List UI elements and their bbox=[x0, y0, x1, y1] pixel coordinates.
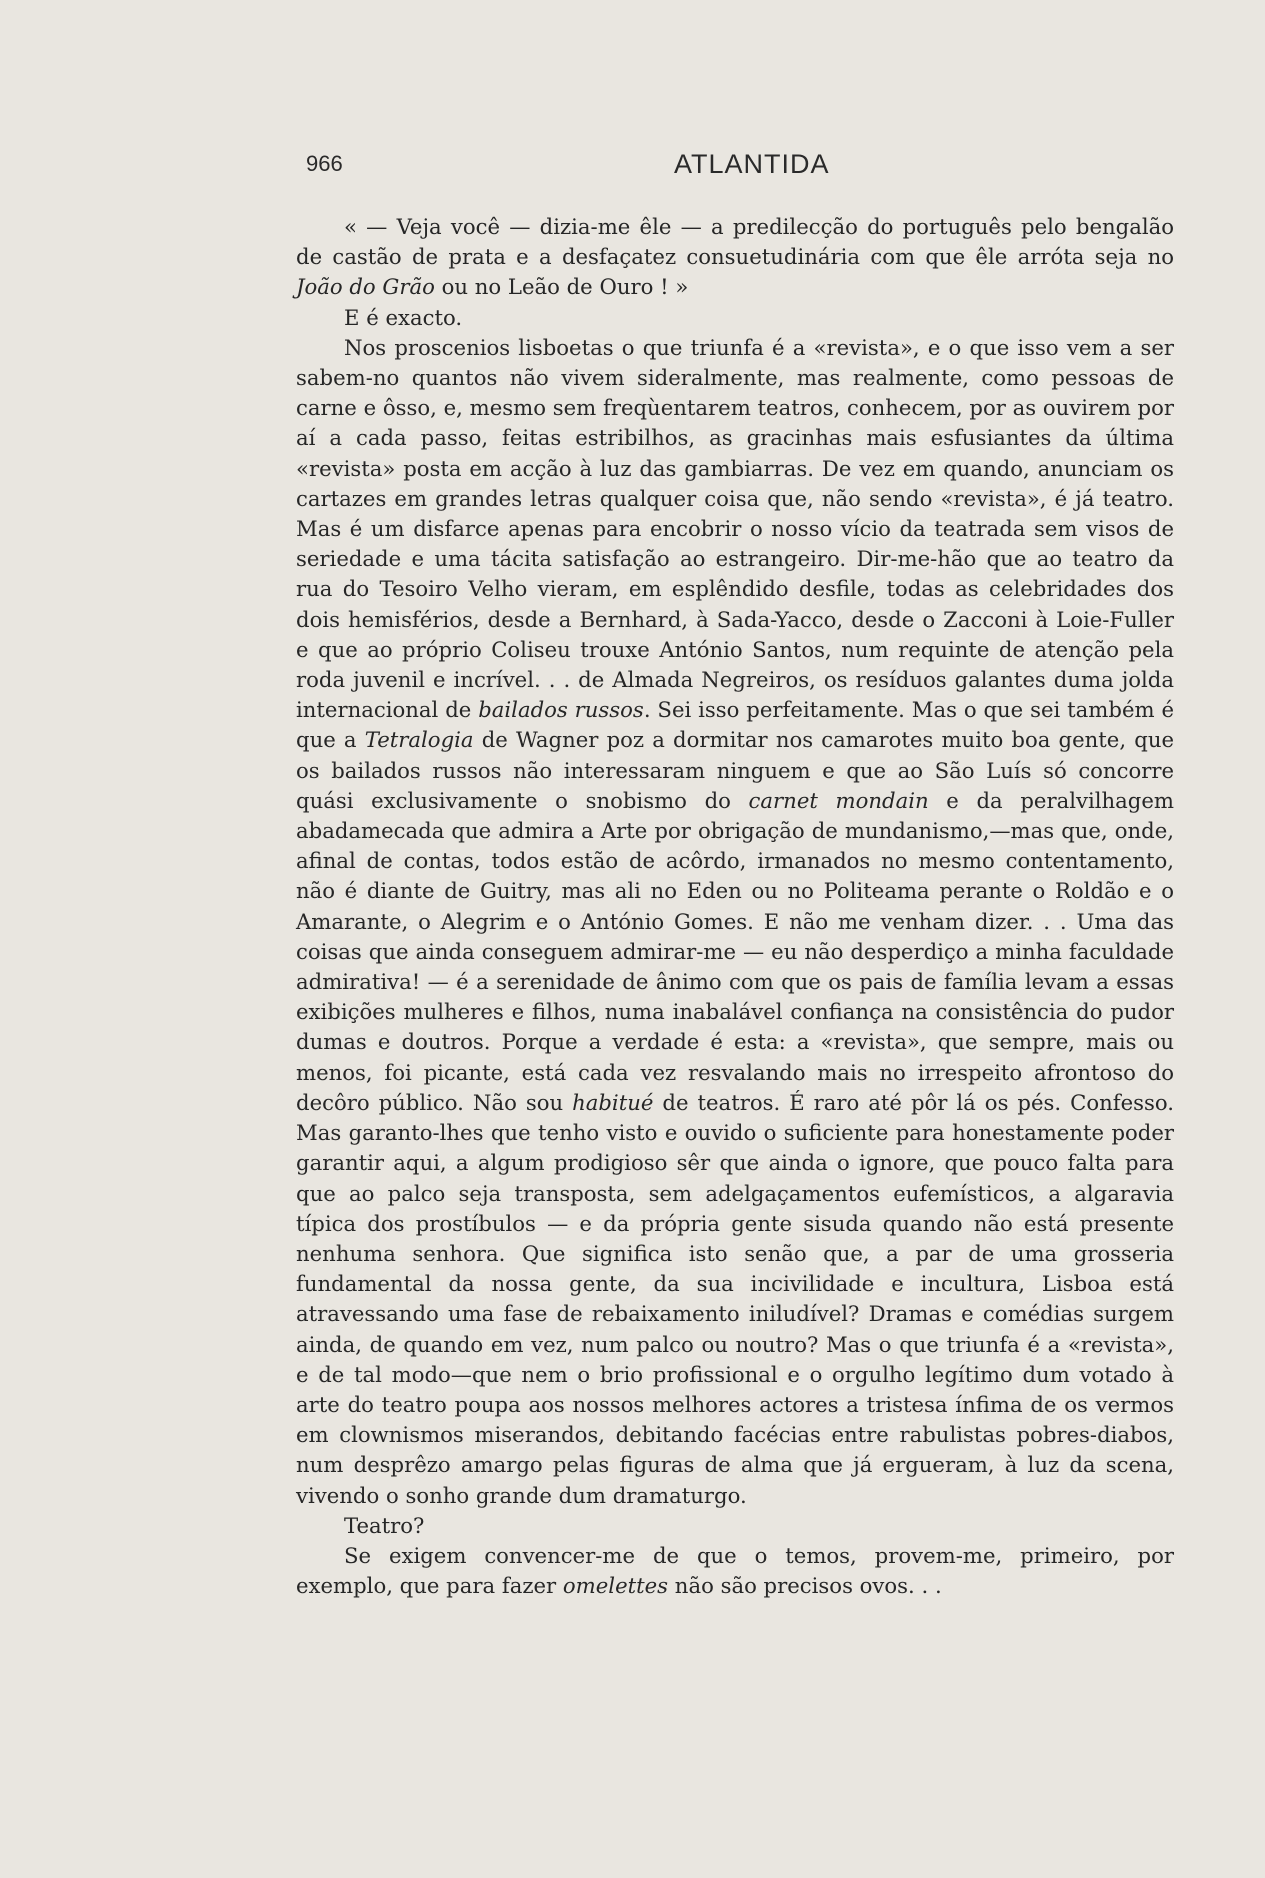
body-text bbox=[296, 212, 1174, 1601]
page-header bbox=[306, 145, 830, 185]
text-segment: Nos proscenios lisboetas o que triunfa é a «revista», e o que isso vem a ser sabem-no quantos não vivem sideralmente, mas realmente, como pessoas de carne e ôsso, e, mesmo sem freqùentarem teatros, conhecem, por as ouvirem por aí a cada passo, feitas estribilhos, as gracinhas mais esfusiantes da última «revista» posta em acção à luz das gambiarras. De vez em quando, anunciam os cartazes em grandes letras qualquer coisa que, não sendo «revista», é já teatro. Mas é um disfarce apenas para encobrir o nosso vício da teatrada sem visos de seriedade e uma tácita satisfação ao estrangeiro. Dir-me-hão que ao teatro da rua do Tesoiro Velho vieram, em esplêndido desfile, todas as celebridades dos dois hemisférios, desde a Bernhard, à Sada-Yacco, desde o Zacconi à Loie-Fuller e que ao próprio Coliseu trouxe António Santos, num requinte de atenção pela roda juvenil e incrível. . . de Almada Negreiros, os resíduos galantes duma jolda internacional de bbox=[296, 334, 1174, 723]
text-segment: « — Veja você — dizia-me êle — a predilecção do português pelo bengalão de castão de prata e a desfaçatez consuetudinária com que êle arróta seja no bbox=[296, 214, 1174, 270]
text-segment: de teatros. É raro até pôr lá os pés. Confesso. Mas garanto-lhes que tenho visto e ouvido o suficiente para honestamente poder garantir aqui, a algum prodigioso sêr que ainda o ignore, que pouco falta para que ao palco seja transposta, sem adelgaçamentos eufemísticos, a algaravia típica dos prostíbulos — e da própria gente sisuda quando não está presente nenhuma senhora. Que significa isto senão que, a par de uma grosseria fundamental da nossa gente, da sua incivilidade e incultura, Lisboa está atravessando uma fase de rebaixamento iniludível? Dramas e comédias surgem ainda, de quando em vez, num palco ou noutro? Mas o que triunfa é a «revista», e de tal modo—que nem o brio profissional e o orgulho legítimo dum votado à arte do teatro poupa aos nossos melhores actores a tristesa ínfima de os vermos em clownismos miserandos, debitando facécias entre rabulistas pobres-diabos, num desprêzo amargo pelas figuras de alma que já ergueram, à luz da scena, vivendo o sonho grande dum dramaturgo. bbox=[296, 1089, 1174, 1508]
text-segment: Se exigem convencer-me de que o temos, provem-me, primeiro, por exemplo, que para fazer bbox=[296, 1542, 1174, 1599]
text-segment: E é exacto. bbox=[344, 304, 463, 330]
paragraph-question bbox=[296, 1511, 1174, 1541]
text-segment: de Wagner poz a dormitar nos camarotes muito boa gente, que os bailados russos não interessaram ninguem e que ao São Luís só concorre quási exclusivamente o snobismo do bbox=[296, 727, 1174, 813]
text-segment: . Sei isso perfeitamente. Mas o que sei também é que a bbox=[296, 697, 1175, 753]
text-segment: e da peralvilhagem abadamecada que admira a Arte por obrigação de mundanismo,—mas que, onde, afinal de contas, todos estão de acôrdo, irmanados no mesmo contentamento, não é diante de Guitry, mas ali no Eden ou no Politeama perante o Roldão e o Amarante, o Alegrim e o António Gomes. E não me venham dizer. . . Uma das coisas que ainda conseguem admirar-me — eu não desperdiço a minha faculdade admirativa! — é a serenidade de ânimo com que os pais de família levam a essas exibições mulheres e filhos, numa inabalável confiança na consistência do pudor dumas e doutros. Porque a verdade é esta: a «revista», que sempre, mais ou menos, foi picante, está cada vez resvalando mais no irrespeito afrontoso do decôro público. Não sou bbox=[296, 787, 1174, 1115]
italic-term: bailados russos bbox=[478, 697, 644, 723]
paragraph-main bbox=[296, 333, 1174, 1511]
italic-term: omelettes bbox=[562, 1573, 669, 1599]
italic-title: João do Grão bbox=[296, 274, 435, 300]
paragraph-quote bbox=[296, 212, 1174, 303]
page-number: 966 bbox=[306, 151, 343, 176]
running-title: ATLANTIDA bbox=[674, 149, 830, 179]
text-segment: não são precisos ovos. . . bbox=[668, 1573, 942, 1599]
paragraph-final bbox=[296, 1541, 1174, 1601]
text-segment: Teatro? bbox=[344, 1512, 425, 1538]
italic-term: carnet mondain bbox=[748, 787, 929, 813]
italic-term: Tetralogia bbox=[364, 727, 474, 753]
italic-term: habitué bbox=[572, 1089, 654, 1115]
text-segment: ou no Leão de Ouro ! » bbox=[434, 274, 689, 300]
paragraph-short bbox=[296, 303, 1174, 333]
